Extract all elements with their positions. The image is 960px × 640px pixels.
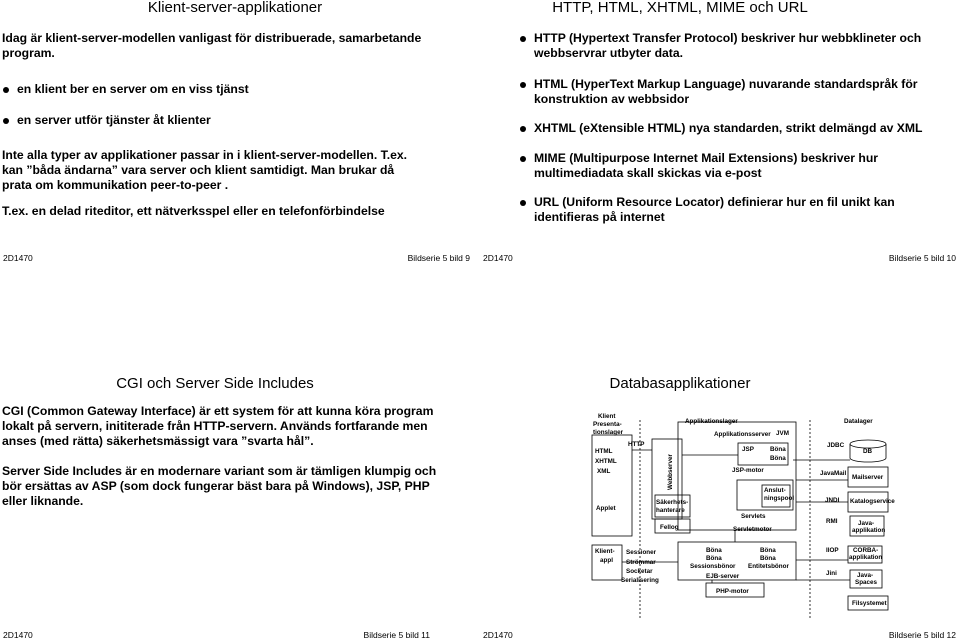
bullet-item: HTTP (Hypertext Transfer Protocol) beskriver hur webbklineter och webbservrar utbyter data.: [534, 31, 954, 61]
label: Applet: [596, 505, 616, 512]
label: Mailserver: [852, 474, 884, 481]
label: Klient-: [595, 548, 615, 555]
slide-12: [480, 320, 960, 639]
bullet-item: URL (Uniform Resource Locator) definierar hur en fil unikt kan identifieras på internet: [534, 195, 944, 225]
label: Datalager: [844, 418, 873, 425]
label: Serialisering: [621, 577, 659, 584]
slide-number: Bildserie 5 bild 12: [888, 630, 956, 640]
slide-title: Databasapplikationer: [609, 375, 751, 392]
course-code: 2D1470: [3, 630, 33, 640]
label: JDBC: [827, 442, 845, 449]
label: Java-: [858, 520, 875, 527]
label: Böna: [706, 547, 722, 554]
label: IIOP: [826, 547, 839, 554]
label: DB: [863, 448, 873, 455]
label: Böna: [770, 455, 786, 462]
label: JavaMail: [820, 470, 847, 477]
label: Strömmar: [626, 559, 656, 566]
label: XHTML: [595, 458, 617, 465]
slide-number: Bildserie 5 bild 10: [888, 253, 956, 263]
label: Sessionsbönor: [690, 563, 736, 570]
course-code: 2D1470: [3, 253, 33, 263]
label: Socketar: [626, 568, 653, 575]
label: hanterare: [656, 507, 685, 514]
label: Klient: [598, 413, 616, 420]
label: Anslut-: [764, 487, 786, 494]
slide-9: [0, 0, 480, 319]
label: CORBA-: [853, 547, 879, 554]
label: appl: [600, 557, 613, 564]
label: Presenta-: [593, 421, 622, 428]
label: ningspool: [764, 495, 795, 502]
label: applikation: [849, 554, 883, 561]
paragraph: Server Side Includes är en modernare variant som är tämligen klumpig och bör ersättas av ASP (som dock fungerar bäst bara på Windows), JSP, PHP eller liknande.: [2, 464, 437, 508]
architecture-diagram: [480, 320, 960, 639]
label: JNDI: [825, 497, 840, 504]
label: JSP-motor: [732, 467, 764, 474]
slide-number: Bildserie 5 bild 9: [407, 253, 470, 263]
bullet-item: en server utför tjänster åt klienter: [17, 113, 211, 127]
slide-title: CGI och Server Side Includes: [116, 375, 314, 392]
label: Sessioner: [626, 549, 657, 556]
bullet-item: XHTML (eXtensible HTML) nya standarden, strikt delmängd av XML: [534, 121, 954, 136]
label: Servletmotor: [733, 526, 772, 533]
label: Böna: [760, 547, 776, 554]
label: Jini: [826, 570, 837, 577]
course-code: 2D1470: [483, 630, 513, 640]
slide-11: [0, 320, 480, 639]
slide-10: [480, 0, 960, 319]
label: PHP-motor: [716, 588, 749, 595]
paragraph: Inte alla typer av applikationer passar in i klient-server-modellen. T.ex. kan ”båda ändarna” vara server och klient samtidigt. Man brukar då prata om kommunikation peer-to-peer .: [2, 148, 408, 192]
db-icon: [850, 440, 886, 448]
label: Applikationsserver: [714, 431, 771, 438]
label: XML: [597, 468, 611, 475]
label: applikation: [852, 527, 886, 534]
label: JVM: [776, 430, 789, 437]
label: HTML: [595, 448, 613, 455]
label: Applikationslager: [685, 418, 738, 425]
label: EJB-server: [706, 573, 740, 580]
label: JSP: [742, 446, 754, 453]
label: Böna: [760, 555, 776, 562]
label: Servlets: [741, 513, 766, 520]
slide-number: Bildserie 5 bild 11: [363, 630, 430, 640]
label: Säkerhets-: [656, 499, 689, 506]
label: Filsystemet: [852, 600, 887, 607]
label: Fellog: [660, 524, 679, 531]
label: Böna: [706, 555, 722, 562]
slide-title: Klient-server-applikationer: [147, 0, 323, 16]
intro-text: Idag är klient-server-modellen vanligast för distribuerade, samarbetande program.: [2, 31, 422, 60]
slide-title: HTTP, HTML, XHTML, MIME och URL: [552, 0, 808, 16]
label: HTTP: [628, 441, 645, 448]
example-text: T.ex. en delad riteditor, ett nätverksspel eller en telefonförbindelse: [2, 204, 385, 218]
label: tionslager: [593, 429, 624, 436]
bullet-item: en klient ber en server om en viss tjänst: [17, 82, 249, 96]
label: Böna: [770, 446, 786, 453]
label: Spaces: [855, 579, 878, 586]
bullet-item: HTML (HyperText Markup Language) nuvarande standardspråk för konstruktion av webbsidor: [534, 77, 954, 107]
paragraph: CGI (Common Gateway Interface) är ett system för att kunna köra program lokalt på servern, inititerade från HTTP-servern. Används fortfarande men anses (med rätta) säkerhetsmässigt vara ”svarta hål”.: [2, 404, 434, 448]
label: RMI: [826, 518, 838, 525]
label: Entitetsbönor: [748, 563, 789, 570]
appserver-box: [678, 422, 796, 530]
label: Katalogservice: [850, 498, 895, 505]
label: Webbserver: [667, 454, 674, 490]
course-code: 2D1470: [483, 253, 513, 263]
label: Java-: [857, 572, 874, 579]
bullet-item: MIME (Multipurpose Internet Mail Extensions) beskriver hur multimediadata skall skickas via e-post: [534, 151, 944, 181]
